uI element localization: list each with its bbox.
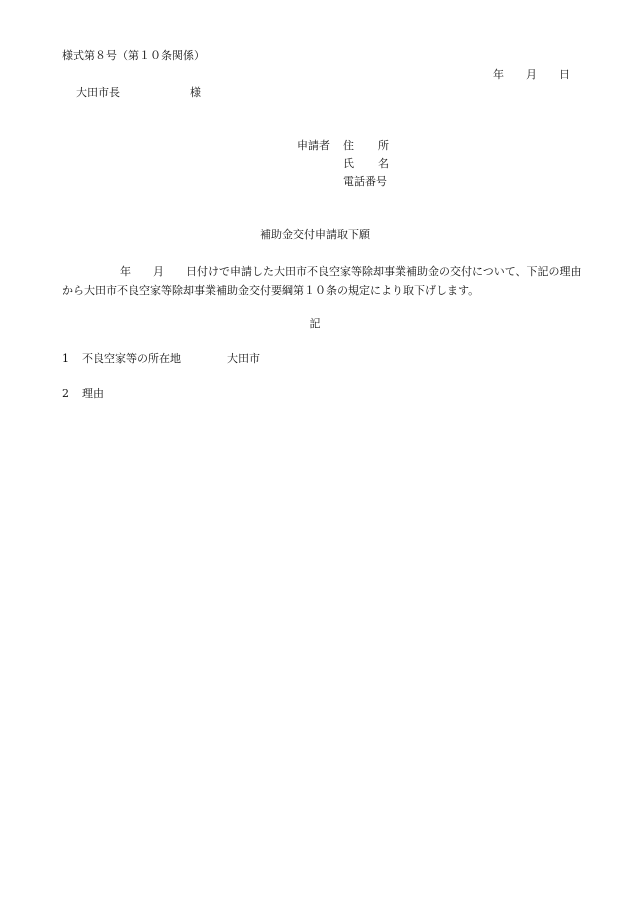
body-year: 年 xyxy=(120,265,131,278)
body-text: 日付けで申請した大田市不良空家等除却事業補助金の交付について、下記の理由から大田市不良空家等除却事業補助金交付要綱第１０条の規定により取下げします。 xyxy=(62,265,582,297)
name-field-label xyxy=(343,157,389,171)
body-month: 月 xyxy=(153,265,164,278)
applicant-label: 申請者 xyxy=(297,139,330,152)
item-number: 2 xyxy=(62,387,69,400)
addressee-line xyxy=(76,86,201,100)
item-label: 理由 xyxy=(82,387,104,400)
address-label-part2: 所 xyxy=(378,139,389,152)
date-year: 年 xyxy=(493,68,504,81)
name-label-part2: 名 xyxy=(378,157,389,170)
form-number: 様式第８号（第１０条関係） xyxy=(62,49,205,62)
date-line xyxy=(493,68,570,82)
list-item-reason xyxy=(62,387,104,401)
address-label-part1: 住 xyxy=(343,139,354,152)
date-day: 日 xyxy=(559,68,570,81)
phone-field-label: 電話番号 xyxy=(343,175,387,188)
ki-heading: 記 xyxy=(309,317,321,330)
date-month: 月 xyxy=(526,68,537,81)
list-item-location xyxy=(62,352,260,366)
item-value: 大田市 xyxy=(227,352,260,365)
name-label-part1: 氏 xyxy=(343,157,354,170)
addressee: 大田市長 xyxy=(76,86,120,99)
address-field-label xyxy=(343,139,389,153)
document-title: 補助金交付申請取下願 xyxy=(260,228,370,241)
body-paragraph xyxy=(62,262,582,300)
item-number: 1 xyxy=(62,352,69,365)
honorific: 様 xyxy=(190,86,201,99)
item-label: 不良空家等の所在地 xyxy=(82,352,181,365)
